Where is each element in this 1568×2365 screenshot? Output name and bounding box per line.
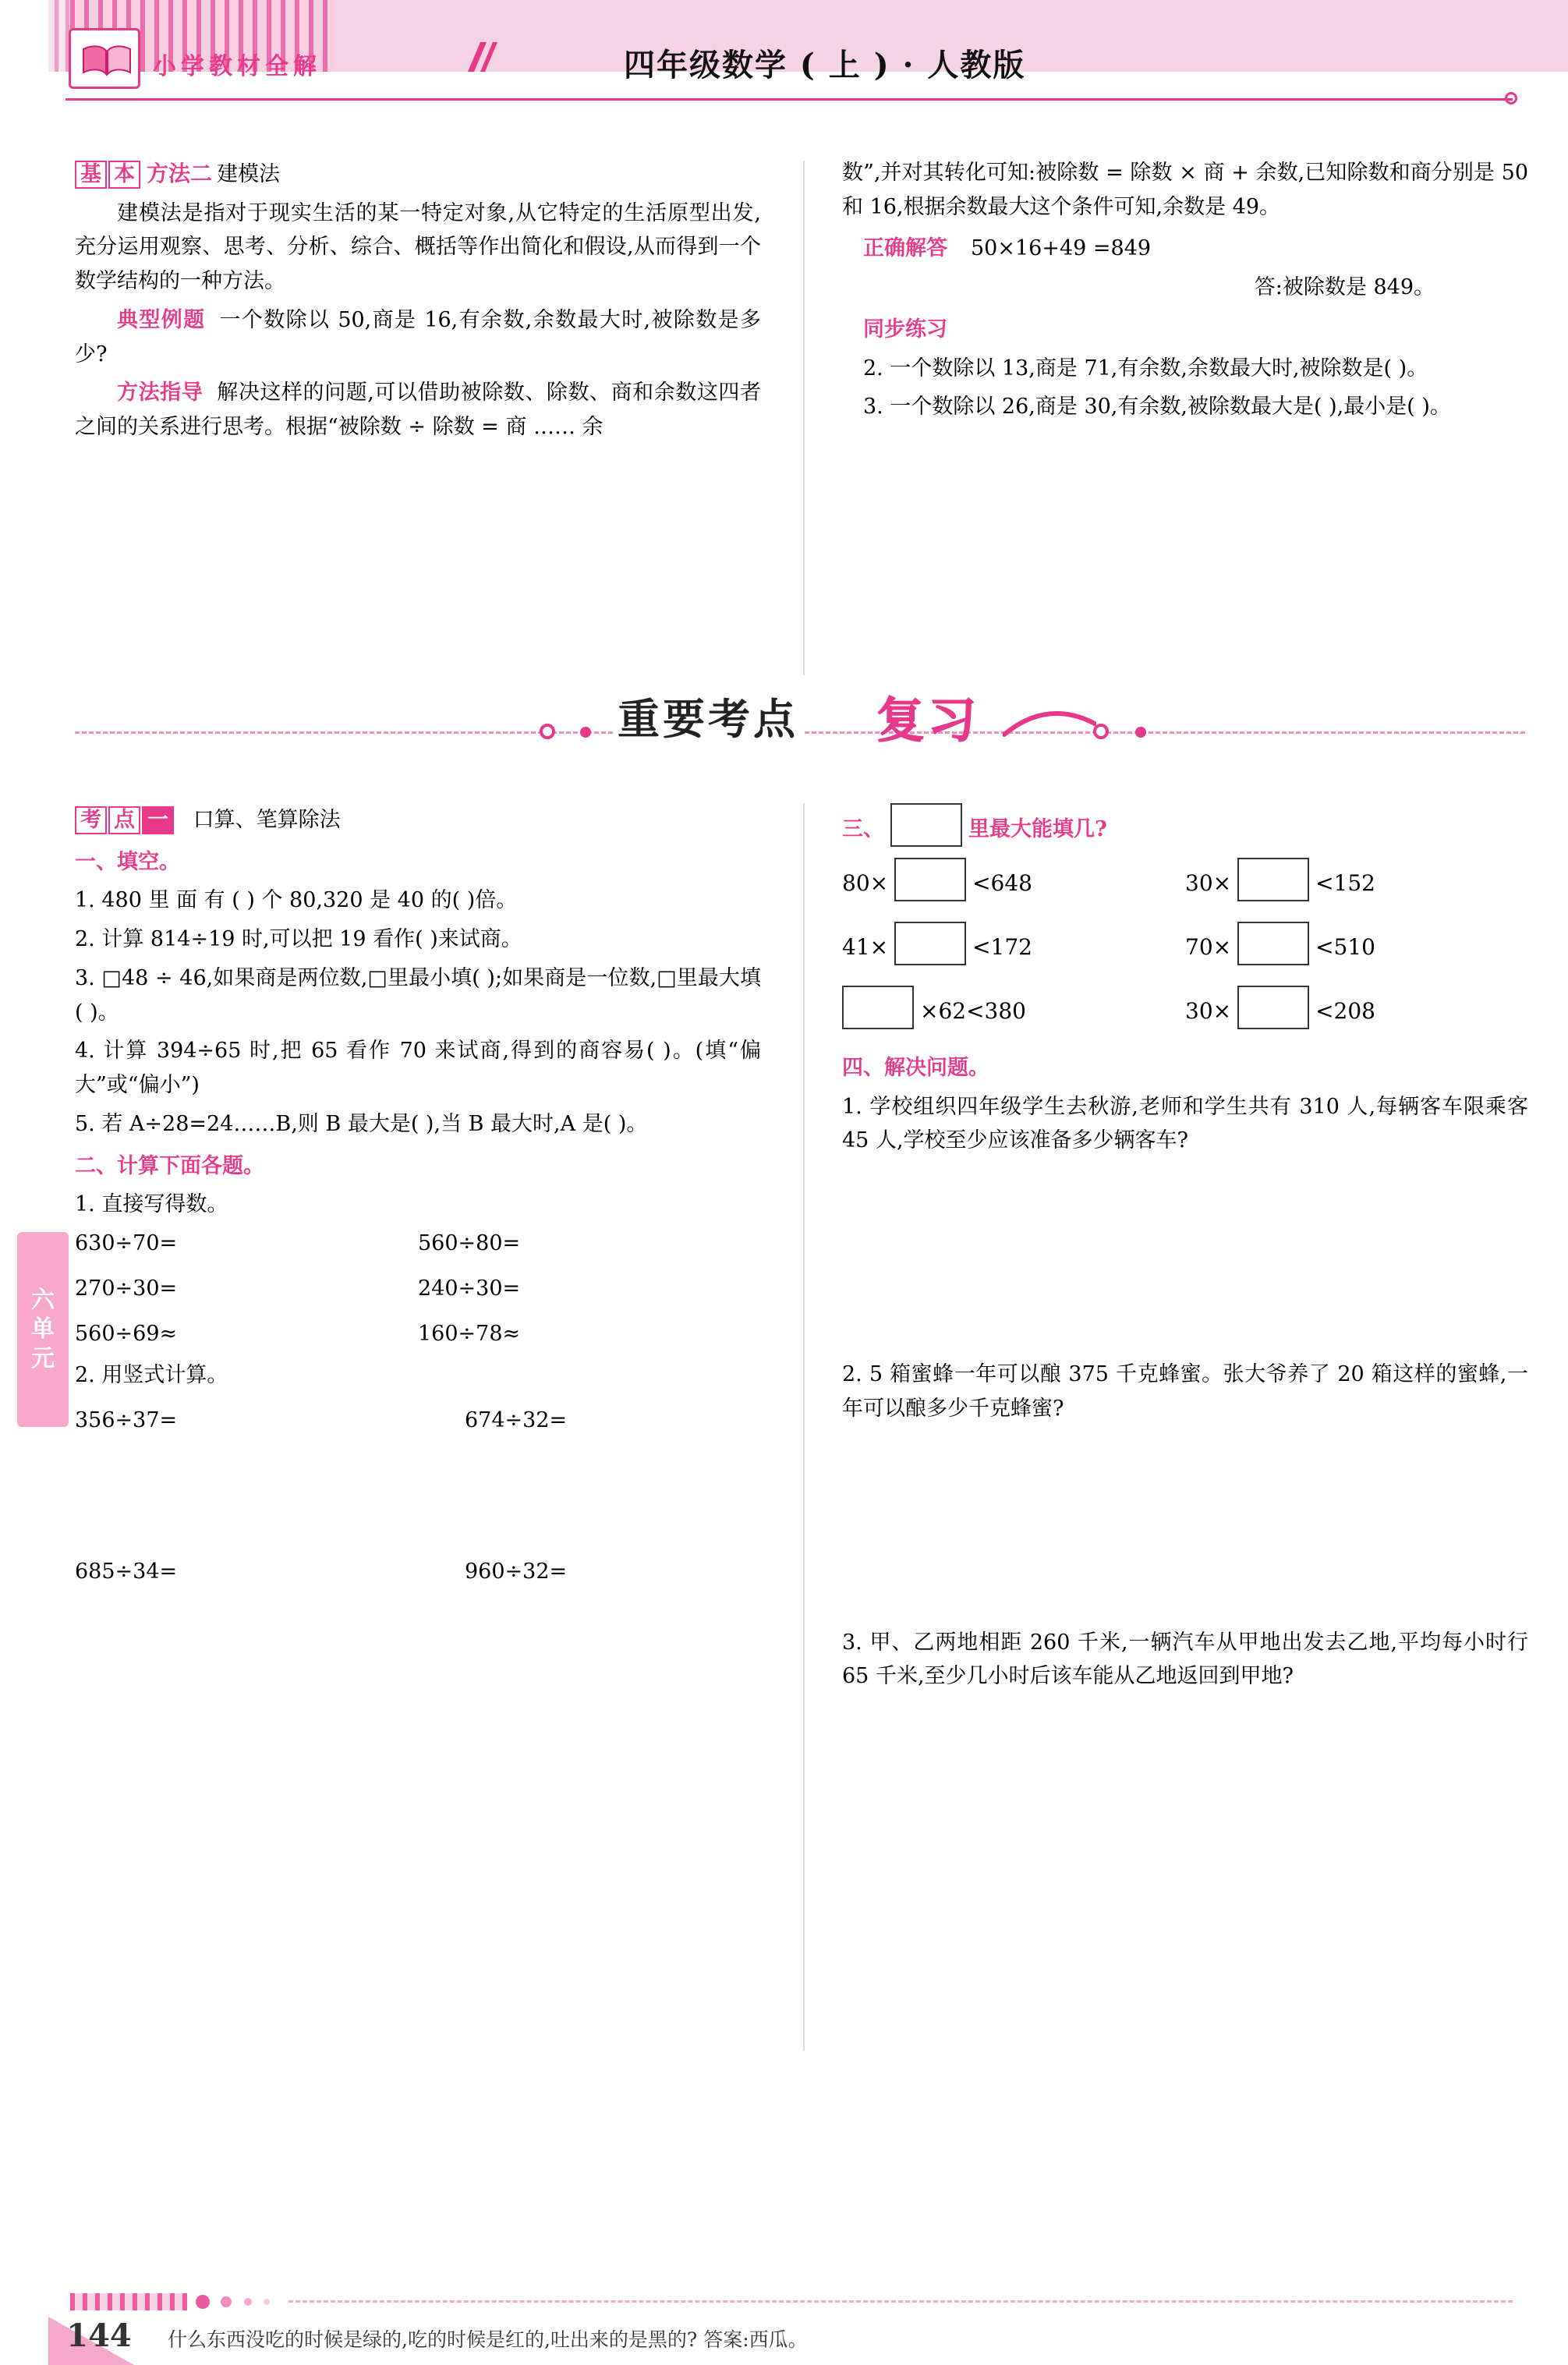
unit-tab-line3: 元 bbox=[31, 1344, 55, 1372]
fill-right-text: <172 bbox=[972, 934, 1032, 960]
guide-label: 方法指导 bbox=[117, 381, 204, 405]
vertical-item: 356÷37= bbox=[75, 1408, 178, 1433]
unit-tab-line1: 六 bbox=[31, 1286, 55, 1314]
example-text: 一个数除以 50,商是 16,有余数,余数最大时,被除数是多少? bbox=[75, 307, 762, 366]
section-4-heading: 四、解决问题。 bbox=[842, 1056, 989, 1080]
answer-row bbox=[842, 232, 1528, 266]
method-heading bbox=[75, 156, 761, 192]
oral-item: 630÷70= bbox=[75, 1231, 178, 1256]
fill-left-text: 30× bbox=[1185, 998, 1232, 1024]
page-number: 144 bbox=[66, 2317, 132, 2354]
fill-box[interactable] bbox=[1237, 858, 1309, 901]
slash-accent-icon bbox=[463, 41, 499, 75]
banner-text-pink: 复习 bbox=[876, 692, 980, 749]
answer-expression: 50×16+49 =849 bbox=[971, 236, 1152, 261]
fill-left-text: 30× bbox=[1185, 870, 1232, 896]
method-body: 建模法是指对于现实生活的某一特定对象,从它特定的生活原型出发,充分运用观察、思考、分析、综合、概括等作出简化和假设,从而得到一个数学结构的一种方法。 bbox=[75, 200, 761, 294]
section-banner bbox=[75, 686, 1525, 780]
method-tag-b: 本 bbox=[108, 161, 140, 189]
kaodian-tag-a: 考 bbox=[75, 806, 107, 834]
guide-text: 解决这样的问题,可以借助被除数、除数、商和余数这四者之间的关系进行思考。根据“被除数 ÷ 除数 = 商 …… 余 bbox=[75, 381, 761, 440]
fill-left-text: 70× bbox=[1185, 934, 1232, 960]
practice-item-3: 3. 一个数除以 26,商是 30,有余数,被除数最大是( ),最小是( )。 bbox=[863, 395, 1451, 420]
vertical-item: 960÷32= bbox=[465, 1559, 568, 1584]
unit-tab-line2: 单 bbox=[31, 1315, 55, 1344]
fill-item bbox=[842, 922, 1185, 965]
left-column-top bbox=[75, 156, 761, 449]
column-divider-bottom bbox=[803, 803, 805, 2051]
fill-item bbox=[1185, 922, 1528, 965]
kaodian-tag-b: 点 bbox=[108, 806, 140, 834]
brand-logo-box bbox=[69, 28, 140, 89]
oral-item: 240÷30= bbox=[418, 1276, 521, 1301]
banner-text-black: 重要考点 bbox=[613, 686, 803, 746]
fill-item bbox=[1185, 858, 1528, 901]
section-3-suffix: 里最大能填几? bbox=[968, 817, 1107, 841]
fill-box[interactable] bbox=[894, 922, 966, 965]
kaodian-title: 口算、笔算除法 bbox=[193, 808, 341, 832]
banner-swoosh-icon bbox=[1003, 700, 1096, 747]
question-2: 2. 计算 814÷19 时,可以把 19 看作( )来试商。 bbox=[75, 927, 522, 952]
problem-3: 3. 甲、乙两地相距 260 千米,一辆汽车从甲地出发去乙地,平均每小时行 65 千米,至少几小时后该车能从乙地返回到甲地? bbox=[842, 1630, 1528, 1689]
method-tag-c: 方法二 bbox=[147, 161, 213, 186]
fill-box-heading[interactable] bbox=[890, 803, 962, 847]
fill-item bbox=[842, 858, 1185, 901]
section-3-prefix: 三、 bbox=[842, 817, 884, 841]
fill-in-grid bbox=[842, 858, 1528, 1029]
subsection-1-heading: 1. 直接写得数。 bbox=[75, 1192, 228, 1217]
method-tag-a: 基 bbox=[75, 161, 107, 189]
section-1-heading: 一、填空。 bbox=[75, 849, 180, 874]
question-5: 5. 若 A÷28=24……B,则 B 最大是( ),当 B 最大时,A 是( )。 bbox=[75, 1111, 648, 1136]
method-title: 建模法 bbox=[217, 162, 281, 186]
answer-label: 正确解答 bbox=[863, 236, 947, 261]
fill-right-text: <510 bbox=[1315, 934, 1375, 960]
banner-ring-right bbox=[1093, 724, 1109, 739]
left-white-edge bbox=[0, 0, 48, 2365]
fill-left-text: 41× bbox=[842, 934, 889, 960]
banner-dot-left bbox=[580, 727, 591, 738]
banner-ring-left bbox=[540, 724, 555, 739]
vertical-calculation-grid bbox=[75, 1404, 761, 1588]
answer-final: 答:被除数是 849。 bbox=[1254, 275, 1435, 300]
question-3: 3. □48 ÷ 46,如果商是两位数,□里最小填( );如果商是一位数,□里最大填( )。 bbox=[75, 965, 761, 1025]
page-title: 四年级数学 ( 上 ) · 人教版 bbox=[624, 47, 1026, 83]
fill-right-text: <648 bbox=[972, 870, 1032, 896]
oral-calculation-grid bbox=[75, 1227, 761, 1351]
review-right-column bbox=[842, 803, 1528, 1698]
kaodian-tag-c: 一 bbox=[142, 806, 174, 834]
problem-2: 2. 5 箱蜜蜂一年可以酿 375 千克蜂蜜。张大爷养了 20 箱这样的蜜蜂,一年可以酿多少千克蜂蜜? bbox=[842, 1362, 1528, 1421]
unit-side-tab bbox=[17, 1232, 69, 1427]
review-left-column bbox=[75, 803, 761, 1596]
footer-riddle: 什么东西没吃的时候是绿的,吃的时候是红的,吐出来的是黑的? 答案:西瓜。 bbox=[168, 2328, 808, 2351]
fill-left-text: 80× bbox=[842, 870, 889, 896]
brand-name: 小学教材全解 bbox=[153, 53, 321, 80]
section-3-heading bbox=[842, 803, 1528, 847]
guide-row bbox=[75, 376, 761, 444]
footer-stripe-decoration bbox=[70, 2293, 187, 2310]
right-column-top bbox=[842, 156, 1528, 429]
answer-space-1 bbox=[842, 1163, 1528, 1358]
answer-space-2 bbox=[842, 1431, 1528, 1626]
header-dot-decoration bbox=[1505, 92, 1517, 104]
footer-dashed-rule bbox=[288, 2300, 1513, 2303]
practice-item-2: 2. 一个数除以 13,商是 71,有余数,余数最大时,被除数是( )。 bbox=[863, 356, 1428, 381]
banner-dot-right bbox=[1135, 727, 1146, 738]
fill-box[interactable] bbox=[1237, 986, 1309, 1029]
oral-item: 160÷78≈ bbox=[418, 1321, 521, 1346]
oral-item: 560÷69≈ bbox=[75, 1321, 178, 1346]
fill-box[interactable] bbox=[894, 858, 966, 901]
kaodian-heading bbox=[75, 803, 761, 837]
fill-right-text: <208 bbox=[1315, 998, 1375, 1024]
fill-box[interactable] bbox=[842, 986, 914, 1029]
vertical-item: 674÷32= bbox=[465, 1408, 568, 1433]
continuation-text: 数”,并对其转化可知:被除数 = 除数 × 商 + 余数,已知除数和商分别是 50 和 16,根据余数最大这个条件可知,余数是 49。 bbox=[842, 161, 1528, 219]
fill-right-text: <152 bbox=[1315, 870, 1375, 896]
example-label: 典型例题 bbox=[117, 307, 206, 332]
oral-item: 560÷80= bbox=[418, 1231, 521, 1256]
practice-label: 同步练习 bbox=[863, 317, 947, 342]
footer-dots-decoration bbox=[195, 2292, 288, 2312]
column-divider-top bbox=[803, 161, 805, 675]
question-1: 1. 480 里 面 有 ( ) 个 80,320 是 40 的( )倍。 bbox=[75, 888, 518, 913]
oral-item: 270÷30= bbox=[75, 1276, 178, 1301]
header-divider bbox=[65, 98, 1513, 101]
fill-item bbox=[1185, 986, 1528, 1029]
open-book-icon bbox=[82, 43, 132, 77]
fill-right-text: ×62<380 bbox=[920, 998, 1026, 1024]
question-4: 4. 计算 394÷65 时,把 65 看作 70 来试商,得到的商容易( )。(填“偏大”或“偏小”) bbox=[75, 1039, 761, 1098]
subsection-2-heading: 2. 用竖式计算。 bbox=[75, 1363, 228, 1388]
section-2-heading: 二、计算下面各题。 bbox=[75, 1153, 264, 1178]
fill-item bbox=[842, 986, 1185, 1029]
fill-box[interactable] bbox=[1237, 922, 1309, 965]
vertical-item: 685÷34= bbox=[75, 1559, 178, 1584]
example-row bbox=[75, 303, 761, 371]
problem-1: 1. 学校组织四年级学生去秋游,老师和学生共有 310 人,每辆客车限乘客 45 人,学校至少应该准备多少辆客车? bbox=[842, 1094, 1528, 1153]
